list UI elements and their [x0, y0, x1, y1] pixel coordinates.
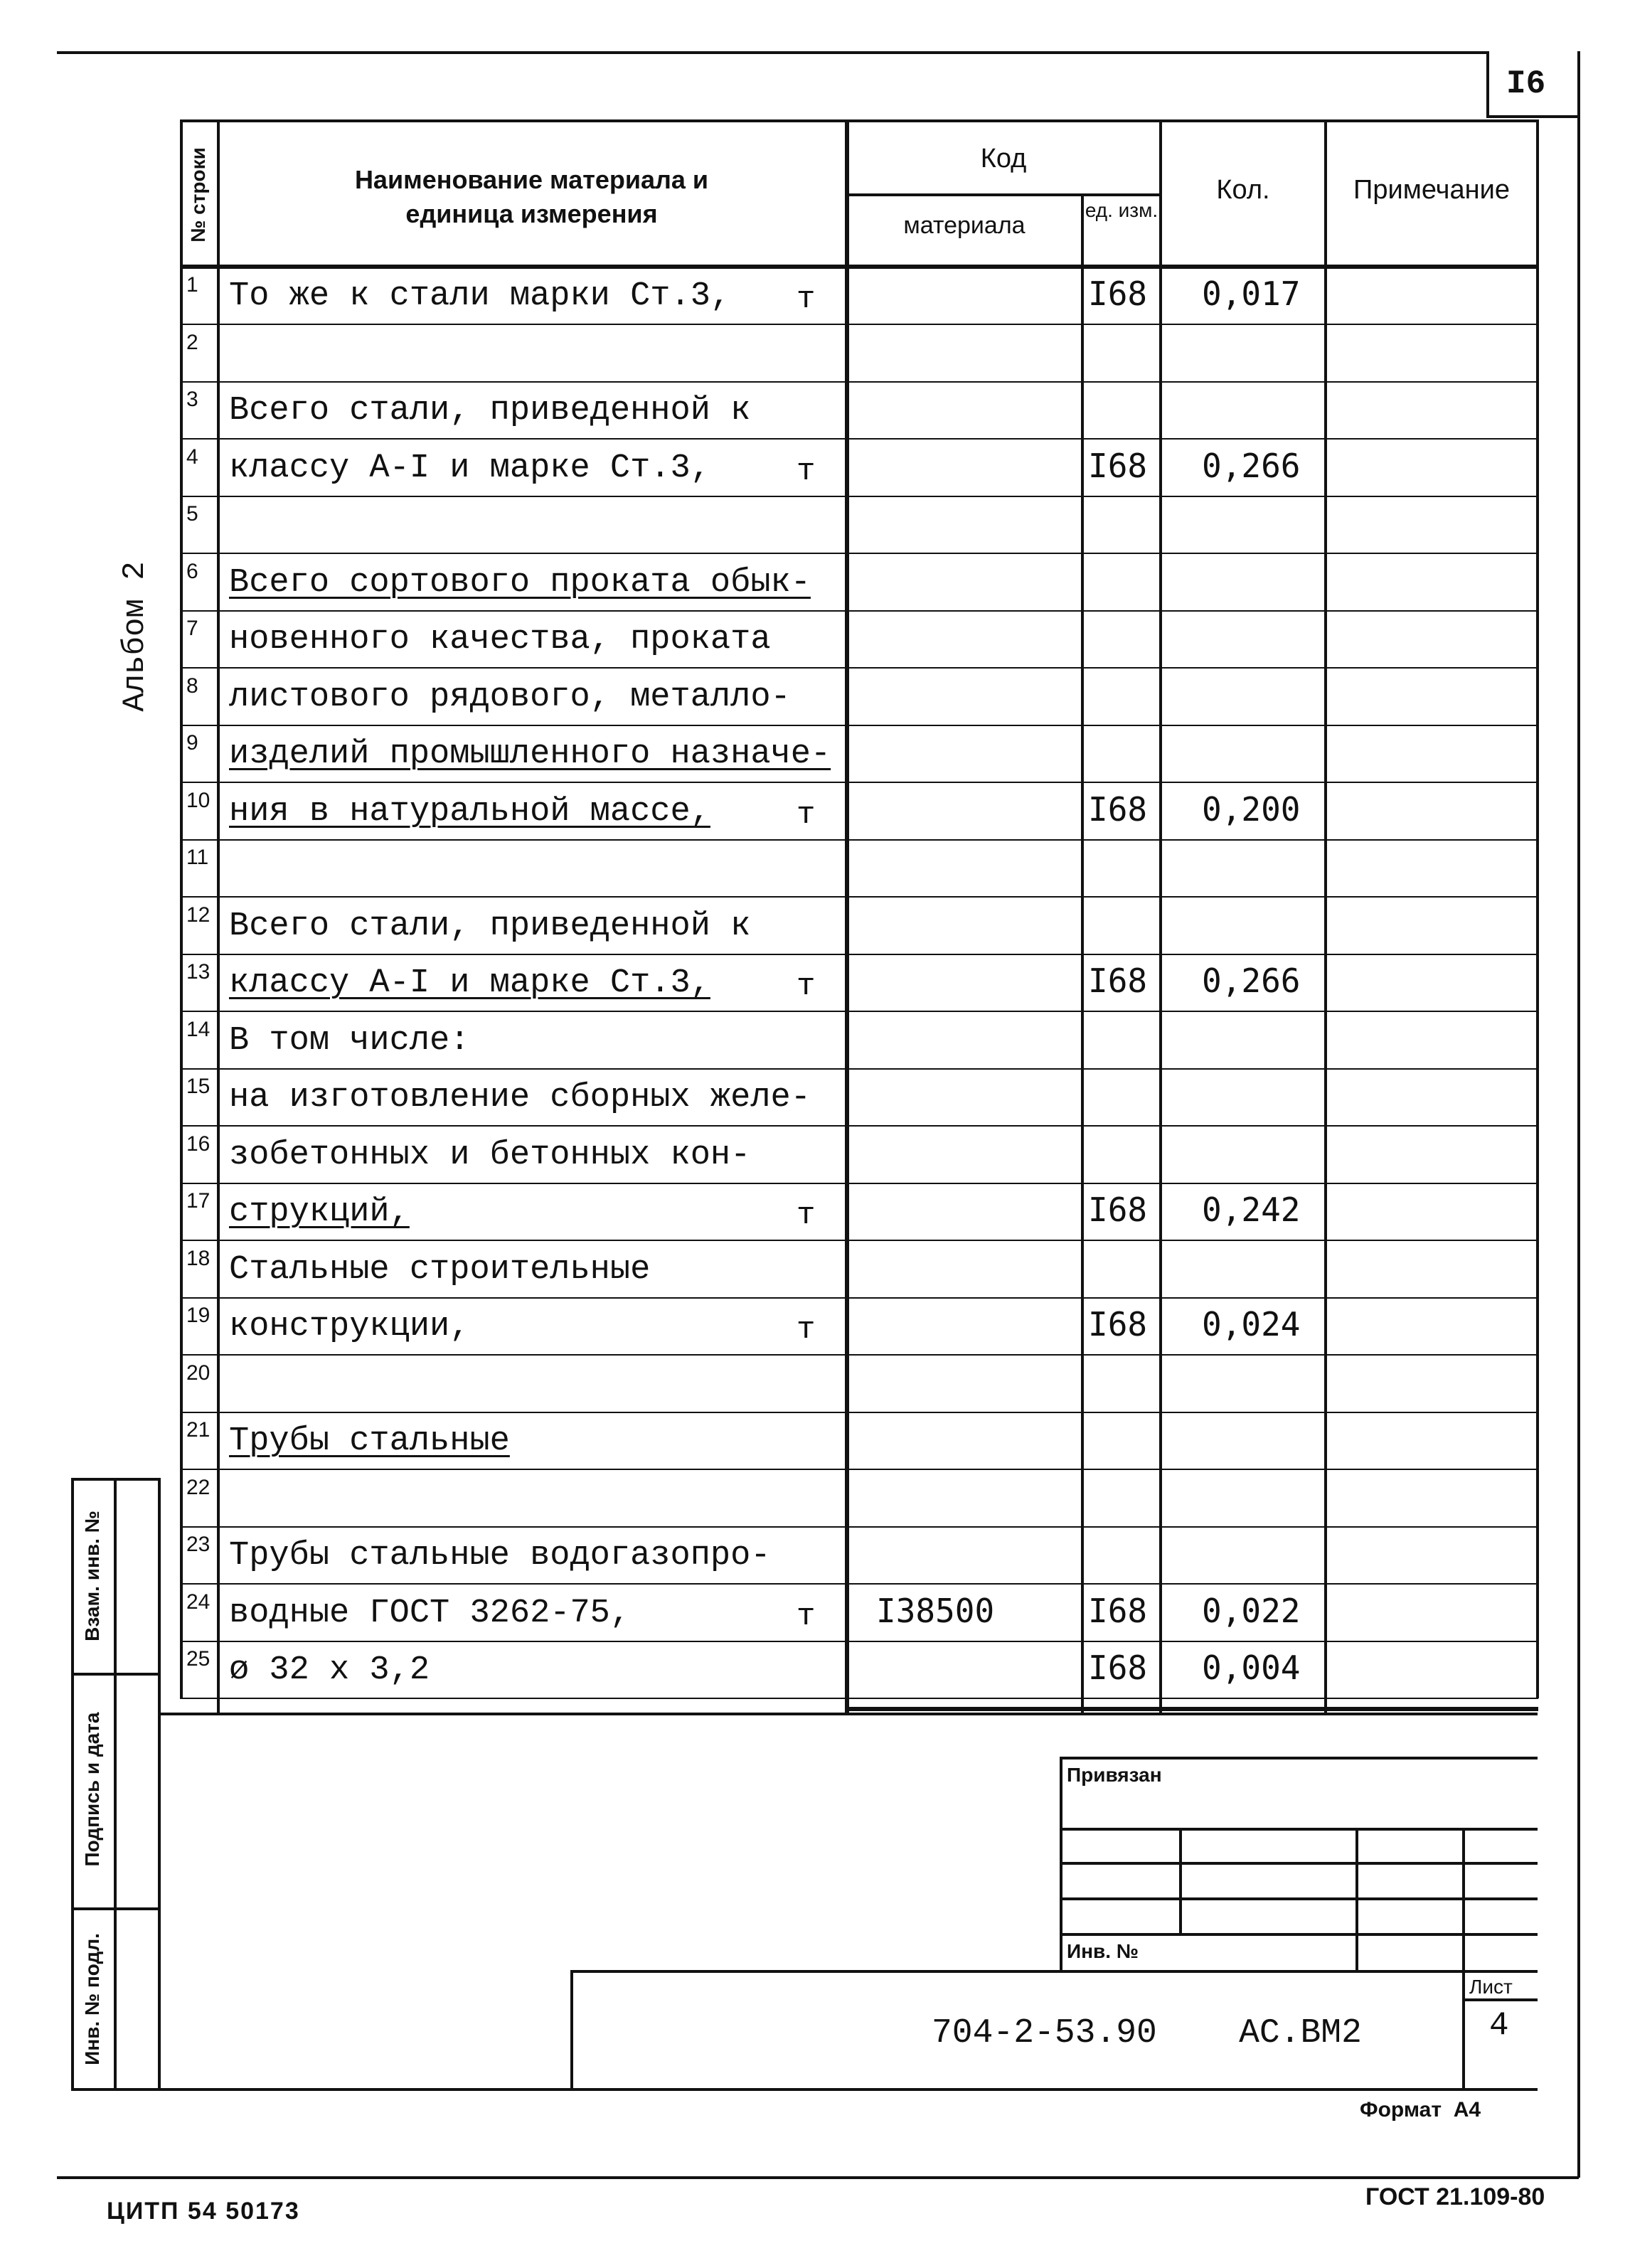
- table-right-border: [1536, 119, 1539, 1698]
- stamp-inv-no: Инв. №: [1067, 1940, 1139, 1962]
- row-unit: т: [797, 1198, 816, 1233]
- row-divider: [180, 1240, 1538, 1241]
- row-number: 19: [186, 1304, 211, 1327]
- row-unit-code: I68: [1088, 275, 1148, 313]
- row-divider: [180, 1354, 1538, 1356]
- col-sep-material: [1081, 193, 1084, 1713]
- row-divider: [180, 1297, 1538, 1299]
- left-stamp-inner: [114, 1478, 117, 2089]
- row-number: 2: [186, 331, 198, 354]
- header-code-material: материала: [903, 212, 1026, 239]
- col-sep-unit: [1159, 119, 1162, 1713]
- row-quantity: 0,022: [1202, 1592, 1301, 1630]
- row-number: 9: [186, 731, 198, 755]
- row-description: Всего стали, приведенной к: [229, 392, 751, 430]
- row-description: То же к стали марки Ст.3,: [229, 277, 731, 315]
- row-divider: [180, 1641, 1538, 1642]
- corner-box-left: [1486, 51, 1489, 117]
- row-divider: [180, 725, 1538, 726]
- row-description: ø 32 х 3,2: [229, 1651, 430, 1689]
- header-name-line2: единица измерения: [405, 199, 658, 228]
- stamp-grid-h1: [1060, 1828, 1538, 1831]
- row-quantity: 0,017: [1202, 275, 1301, 313]
- top-border: [57, 51, 1486, 54]
- row-number: 6: [186, 560, 198, 583]
- row-quantity: 0,242: [1202, 1191, 1301, 1229]
- stamp-grid-h2: [1060, 1862, 1538, 1865]
- row-unit: т: [797, 454, 816, 489]
- left-stamp-sign-date: Подпись и дата: [81, 1712, 103, 1867]
- row-divider: [180, 1583, 1538, 1585]
- col-sep-name: [845, 119, 849, 1713]
- row-quantity: 0,200: [1202, 790, 1301, 829]
- row-divider: [180, 438, 1538, 440]
- row-divider: [180, 381, 1538, 383]
- row-unit: т: [797, 969, 816, 1004]
- row-divider: [180, 1068, 1538, 1070]
- row-number: 23: [186, 1533, 211, 1556]
- row-number: 14: [186, 1018, 211, 1041]
- stamp-sheet-number: 4: [1489, 2007, 1509, 2044]
- row-unit: т: [797, 282, 816, 317]
- row-divider: [180, 1011, 1538, 1012]
- left-stamp-sep1: [71, 1673, 159, 1676]
- stamp-grid-v1: [1179, 1828, 1182, 1934]
- left-stamp-right: [158, 1478, 161, 2089]
- row-divider: [180, 1526, 1538, 1528]
- row-unit-code: I68: [1088, 1649, 1148, 1687]
- row-divider: [180, 1183, 1538, 1184]
- row-number: 21: [186, 1418, 211, 1442]
- row-number: 4: [186, 445, 198, 469]
- row-description: Трубы стальные водогазопро-: [229, 1537, 771, 1575]
- row-number: 5: [186, 502, 198, 526]
- row-unit-code: I68: [1088, 1305, 1148, 1343]
- row-material-code: I38500: [876, 1592, 995, 1630]
- row-divider: [180, 553, 1538, 554]
- row-number: 13: [186, 960, 211, 984]
- row-description: новенного качества, проката: [229, 621, 771, 659]
- left-stamp-top: [71, 1478, 159, 1481]
- row-quantity: 0,024: [1202, 1305, 1301, 1343]
- header-top-line: [180, 119, 1538, 122]
- row-quantity: 0,004: [1202, 1649, 1301, 1687]
- row-divider: [180, 1412, 1538, 1413]
- row-divider: [180, 1125, 1538, 1127]
- row-number: 25: [186, 1647, 211, 1671]
- row-divider: [180, 839, 1538, 841]
- header-code: Код: [980, 144, 1027, 174]
- row-description: струкций,: [229, 1193, 410, 1231]
- left-stamp-bottom: [71, 2088, 1538, 2091]
- row-number: 24: [186, 1590, 211, 1614]
- col-sep-rownum: [217, 119, 220, 1713]
- row-number: 15: [186, 1075, 211, 1098]
- col-sep-qty: [1324, 119, 1327, 1713]
- sheet-corner-number: I6: [1506, 65, 1546, 102]
- row-description: зобетонных и бетонных кон-: [229, 1136, 751, 1174]
- bottom-left-code: ЦИТП 54 50173: [107, 2198, 300, 2225]
- album-label: Альбом 2: [117, 561, 153, 712]
- row-number: 10: [186, 789, 211, 812]
- stamp-bound-top: [1060, 1757, 1538, 1759]
- stamp-grid-h4: [1060, 1933, 1538, 1936]
- row-description: Трубы стальные: [229, 1422, 510, 1460]
- row-description: конструкции,: [229, 1308, 470, 1346]
- row-divider: [180, 324, 1538, 325]
- row-unit-code: I68: [1088, 1191, 1148, 1229]
- stamp-designation: 704-2-53.90 АС.ВМ2: [932, 2014, 1362, 2053]
- row-unit: т: [797, 797, 816, 833]
- row-divider: [180, 496, 1538, 497]
- row-divider: [180, 667, 1538, 669]
- row-quantity: 0,266: [1202, 962, 1301, 1000]
- table-left-border: [180, 119, 183, 1698]
- row-quantity: 0,266: [1202, 447, 1301, 485]
- row-unit: т: [797, 1599, 816, 1634]
- stamp-sheet-label: Лист: [1469, 1976, 1513, 1998]
- row-description: изделий промышленного назначе-: [229, 735, 831, 773]
- row-description: водные ГОСТ 3262-75,: [229, 1594, 631, 1632]
- row-number: 1: [186, 273, 198, 297]
- row-description: Всего стали, приведенной к: [229, 907, 751, 945]
- row-unit-code: I68: [1088, 790, 1148, 829]
- row-divider: [180, 1698, 1538, 1699]
- corner-box-bottom: [1486, 115, 1579, 118]
- stamp-bound-label: Привязан: [1067, 1764, 1162, 1786]
- row-description: ния в натуральной массе,: [229, 793, 710, 831]
- left-stamp-vzam: Взам. инв. №: [81, 1511, 103, 1641]
- row-description: В том числе:: [229, 1022, 470, 1060]
- row-number: 8: [186, 674, 198, 698]
- right-outer-border: [1577, 51, 1580, 2178]
- row-number: 7: [186, 617, 198, 640]
- left-stamp-inv-podl: Инв. № подл.: [81, 1933, 103, 2065]
- row-number: 12: [186, 903, 211, 927]
- row-divider: [180, 782, 1538, 783]
- row-number: 20: [186, 1361, 211, 1385]
- row-number: 18: [186, 1247, 211, 1270]
- table-bottom-line: [845, 1707, 1538, 1711]
- stamp-grid-v3: [1462, 1828, 1465, 2091]
- row-number: 17: [186, 1189, 211, 1213]
- row-divider: [180, 1469, 1538, 1470]
- bottom-right-gost: ГОСТ 21.109-80: [1365, 2183, 1545, 2210]
- row-unit-code: I68: [1088, 962, 1148, 1000]
- row-number: 11: [186, 846, 209, 869]
- stamp-main-left: [570, 1970, 573, 2089]
- stamp-sheet-sep: [1462, 1998, 1538, 2001]
- row-description: классу А-I и марке Ст.3,: [229, 964, 710, 1002]
- header-row-no: № строки: [187, 147, 209, 243]
- row-description: Всего сортового проката обык-: [229, 564, 811, 602]
- stamp-top-line: [158, 1713, 1538, 1715]
- row-unit-code: I68: [1088, 447, 1148, 485]
- row-description: классу А-I и марке Ст.3,: [229, 449, 710, 487]
- stamp-main-top: [570, 1970, 1538, 1973]
- format-label: Формат А4: [1360, 2098, 1481, 2121]
- row-unit: т: [797, 1312, 816, 1348]
- code-subheader-line: [845, 193, 1161, 196]
- row-divider: [180, 954, 1538, 955]
- header-code-unit: ед. изм.: [1085, 199, 1158, 221]
- row-description: Стальные строительные: [229, 1251, 651, 1289]
- header-bottom-line: [180, 265, 1538, 269]
- header-qty: Кол.: [1216, 175, 1270, 205]
- header-name-line1: Наименование материала и: [354, 165, 709, 194]
- left-stamp-outer: [71, 1478, 74, 2089]
- bottom-border: [57, 2176, 1579, 2179]
- stamp-grid-v2: [1355, 1828, 1358, 1970]
- row-description: листового рядового, металло-: [229, 678, 791, 716]
- row-divider: [180, 896, 1538, 898]
- header-note: Примечание: [1353, 175, 1510, 205]
- row-number: 22: [186, 1476, 211, 1499]
- stamp-grid-h3: [1060, 1897, 1538, 1900]
- row-number: 16: [186, 1132, 211, 1156]
- row-number: 3: [186, 388, 198, 411]
- row-divider: [180, 610, 1538, 612]
- row-description: на изготовление сборных желе-: [229, 1079, 811, 1117]
- row-unit-code: I68: [1088, 1592, 1148, 1630]
